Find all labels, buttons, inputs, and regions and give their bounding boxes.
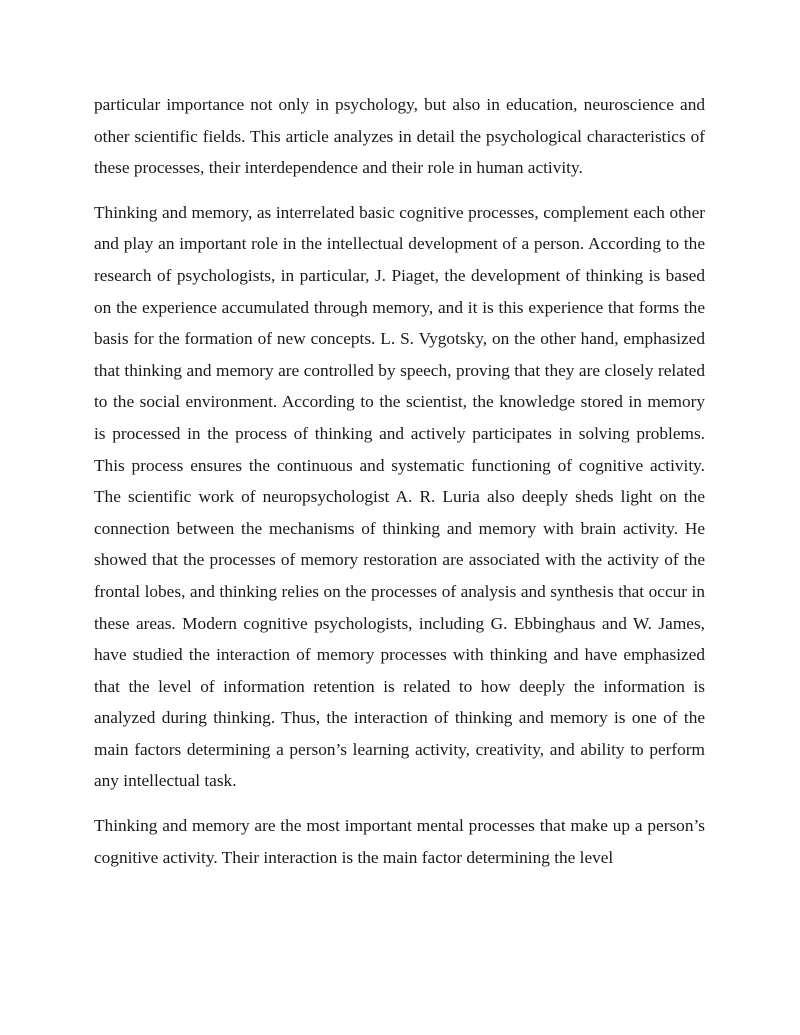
paragraph-thinking-memory-interrelation: Thinking and memory, as interrelated basic cognitive processes, complement each other and play an important role in the intellectual development of a person. According to the research of psychologists, in particular, J. Piaget, the development of thinking is based on the experience accumulated through memory, and it is this experience that forms the basis for the formation of new concepts. L. S. Vygotsky, on the other hand, emphasized that thinking and memory are controlled by speech, proving that they are closely related to the social environment. According to the scientist, the knowledge stored in memory is processed in the process of thinking and actively participates in solving problems. This process ensures the continuous and systematic functioning of cognitive activity. The scientific work of neuropsychologist A. R. Luria also deeply sheds light on the connection between the mechanisms of thinking and memory with brain activity. He showed that the processes of memory restoration are associated with the activity of the frontal lobes, and thinking relies on the processes of analysis and synthesis that occur in these areas. Modern cognitive psychologists, including G. Ebbinghaus and W. James, have studied the interaction of memory processes with thinking and have emphasized that the level of information retention is related to how deeply the information is analyzed during thinking. Thus, the interaction of thinking and memory is one of the main factors determining a person’s learning activity, creativity, and ability to perform any intellectual task. [94,202,705,791]
document-body [94,89,705,886]
paragraph-intro-continuation: particular importance not only in psychology, but also in education, neuroscience and other scientific fields. This article analyzes in detail the psychological characteristics of these processes, their interdependence and their role in human activity. [94,95,705,178]
paragraph-cognitive-activity: Thinking and memory are the most important mental processes that make up a person’s cognitive activity. Their interaction is the main factor determining the level [94,816,705,867]
